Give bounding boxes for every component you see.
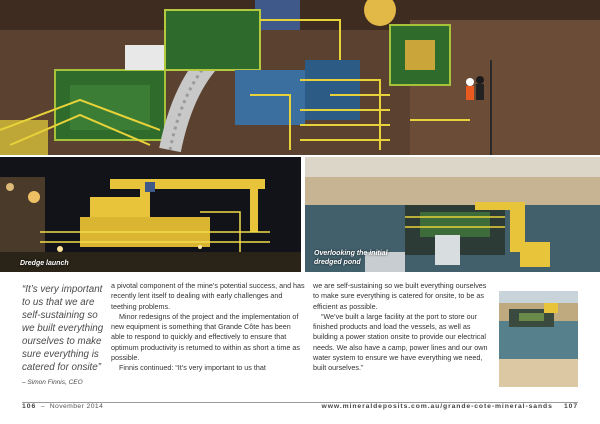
quote-attribution: – Simon Finnis, CEO	[22, 379, 83, 386]
dredged-pond-caption: Overlooking the initial dredged pond	[314, 250, 388, 266]
dredge-deck-photo	[0, 0, 600, 155]
paragraph: “We’ve built a large facility at the port to store our finished products and load the vessels, as well as building a power station onsite to provide our electrical needs. We also have a camp, power lines and our own water system to ensure we have everything we need, built ourselves.”	[313, 311, 488, 373]
body-column-one	[111, 281, 305, 374]
dredge-deck-illustration	[0, 0, 600, 155]
paragraph: Finnis continued: “It’s very important to us that	[119, 363, 266, 373]
dredge-launch-caption: Dredge launch	[20, 260, 69, 267]
dredge-pond-inset-illustration	[499, 291, 578, 387]
footer-right	[322, 403, 578, 410]
footer-left: 106 – November 2014	[22, 403, 104, 410]
paragraph: we are self-sustaining so we built everything ourselves to make sure everything is catered for onsite, to be as efficient as possible.	[313, 281, 487, 311]
issue-date: November 2014	[49, 403, 104, 410]
pull-quote: “It’s very important to us that we are self-sustaining so we built everything ourselves to make sure everything is catered for onsite”	[22, 284, 104, 373]
page-number-right: 107	[563, 403, 578, 410]
footer-url[interactable]: www.mineraldeposits.com.au/grande-cote-mineral-sands	[321, 403, 553, 410]
paragraph: Minor redesigns of the project and the implementation of new equipment is something that Grande Côte has been able to respond to quickly and effectively to ensure that optimum productivity is returned to within as short a time as possible.	[111, 311, 300, 363]
dredge-launch-photo	[0, 157, 301, 272]
dredge-pond-photo	[499, 291, 578, 387]
body-column-two	[313, 281, 493, 374]
paragraph: a pivotal component of the mine’s potential success, and has recently lent itself to dealing with early challenges and teething problems.	[111, 281, 305, 311]
page-number-left: 106	[22, 403, 37, 410]
dredge-launch-illustration	[0, 157, 301, 272]
